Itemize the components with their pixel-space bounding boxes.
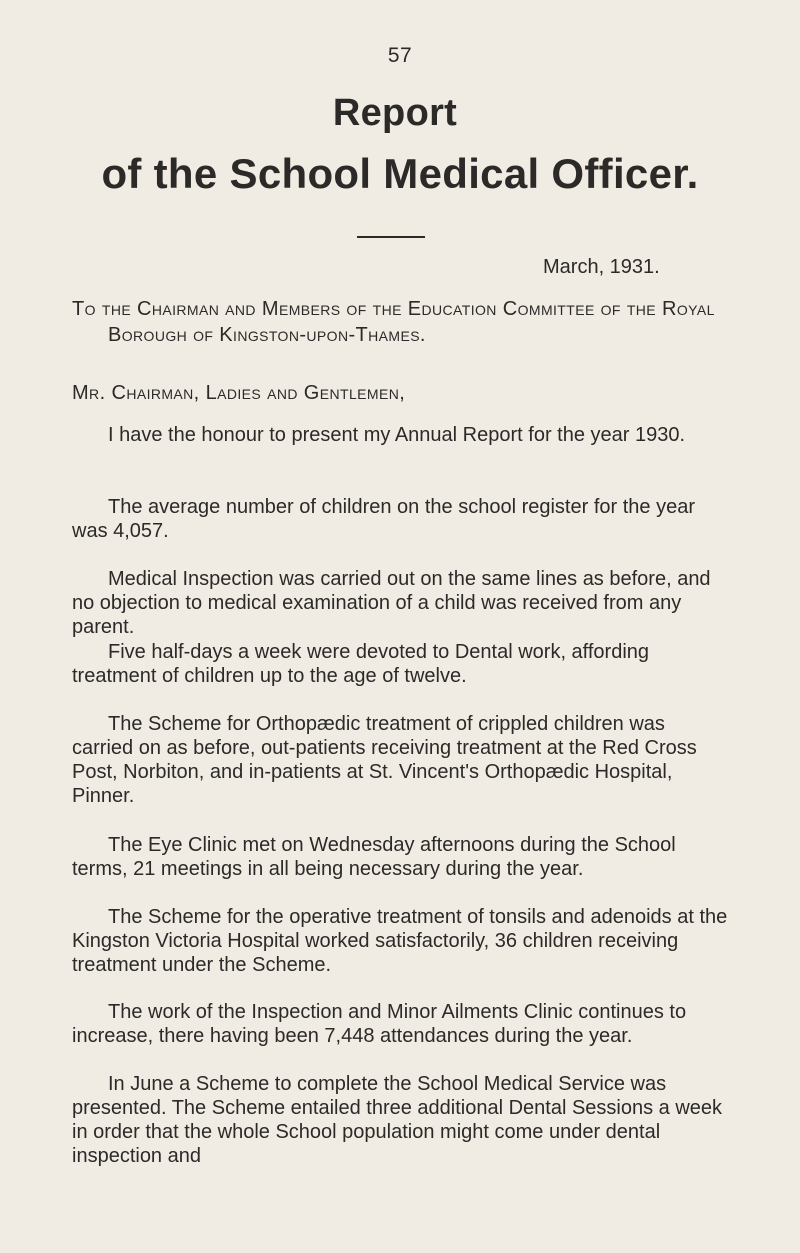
paragraph-dental-work: Five half-days a week were devoted to Dental work, affording treatment of children up to the age of twelve. xyxy=(72,641,650,687)
paragraph-medical-inspection: Medical Inspection was carried out on the same lines as before, and no objection to medical examination of a child was received from any parent. xyxy=(72,568,711,638)
paragraph-minor-ailments-clinic: The work of the Inspection and Minor Ailments Clinic continues to increase, there having been 7,448 attendances during the year. xyxy=(72,1001,687,1047)
paragraph-tonsils-adenoids: The Scheme for the operative treatment of tonsils and adenoids at the Kingston Victoria Hospital worked satisfactorily, 36 children receiving treatment under the Scheme. xyxy=(72,906,728,976)
paragraph-school-register: The average number of children on the school register for the year was 4,057. xyxy=(72,496,695,542)
report-date: March, 1931. xyxy=(543,256,660,278)
salutation: Mr. Chairman, Ladies and Gentlemen, xyxy=(72,382,406,404)
paragraph-annual-report: I have the honour to present my Annual Report for the year 1930. xyxy=(108,424,686,446)
report-subtitle: of the School Medical Officer. xyxy=(101,150,699,197)
paragraph-eye-clinic: The Eye Clinic met on Wednesday afternoons during the School terms, 21 meetings in all being necessary during the year. xyxy=(72,834,676,880)
report-title: Report xyxy=(332,92,458,134)
addressee: To the Chairman and Members of the Education Committee of the Royal Borough of Kingston-upon-Thames. xyxy=(72,298,715,346)
page-number: 57 xyxy=(387,44,413,67)
paragraph-orthopaedic-scheme: The Scheme for Orthopædic treatment of crippled children was carried on as before, out-patients receiving treatment at the Red Cross Post, Norbiton, and in-patients at St. Vincent's Orthopædic Hospital, Pinner. xyxy=(72,713,697,807)
paragraph-medical-service-scheme: In June a Scheme to complete the School Medical Service was presented. The Scheme entailed three additional Dental Sessions a week in order that the whole School population might come under dental inspection and xyxy=(72,1073,723,1167)
title-divider xyxy=(357,236,425,238)
